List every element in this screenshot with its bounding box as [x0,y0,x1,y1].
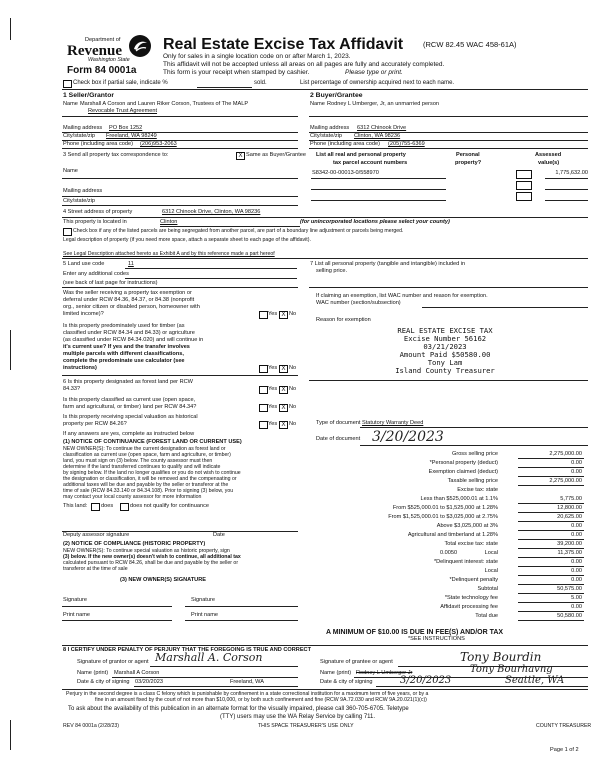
grantee-name-label: Name (print) [320,670,352,676]
deputy-sig-label: Deputy assessor signature [63,532,130,538]
q2-no-label: No [289,365,297,371]
notice1-line: additional taxes will be due and payable by the seller or transferor at the [63,482,229,488]
margin-mark [10,720,11,750]
state-label: Washington State [88,57,130,63]
notice1-title: (1) NOTICE OF CONTINUANCE (FOREST LAND OR CURRENT USE) [63,439,242,445]
partial-percent-line [197,87,252,88]
divider [518,539,584,540]
s6-q1-line: 6 Is this property designated as forest land per RCW [63,379,193,385]
grantor-signature[interactable]: Marshall A. Corson [155,651,263,664]
s6-q1-line: 84.33? [63,386,81,392]
buyer-phone-label: Phone (including area code) [310,141,380,147]
divider [422,307,588,308]
dept-label: Department of [85,37,121,43]
does-not-qualify-checkbox[interactable] [120,503,129,511]
calc-value[interactable]: 2,275,000.00 [549,478,582,484]
divider [62,148,298,149]
land-use-code[interactable]: 11 [128,261,134,267]
q1-line: limited income)? [63,311,104,317]
parcel-header-1: List all real and personal property [316,152,406,158]
s6-q1-no-label: No [289,386,297,392]
new-owner-sig-title: (3) NEW OWNER(S) SIGNATURE [120,577,206,583]
divider [112,677,298,678]
personal-property-checkbox-1[interactable] [516,170,532,179]
divider [62,645,588,646]
buyer-heading: 2 Buyer/Grantee [310,92,363,99]
calc-value[interactable]: 20,625.00 [557,514,582,520]
assessed-value[interactable]: 1,775,632.00 [555,170,588,176]
if-yes-label: If any answers are yes, complete as instructed below [63,431,195,437]
divider [545,200,588,201]
calc-label: Taxable selling price [447,478,498,484]
q1-line: Was the seller receiving a property tax exemption or [63,290,192,296]
q1-yes-checkbox[interactable] [259,311,268,319]
q1-line: deferral under RCW 84.36, 84.37, or 84.38 (nonprofit [63,297,195,303]
s6-q1-yes-label: Yes [268,386,278,392]
calc-label: *State technology fee [444,595,498,601]
parcel-header-2b: property? [455,160,482,166]
calc-value[interactable]: 50,575.00 [557,586,582,592]
calc-label: *Delinquent interest: state [433,559,498,565]
buyer-phone-value[interactable]: (205)755-6369 [388,141,425,147]
perjury-line-1: Perjury in the second degree is a class C felony which is punishable by confinement in a state correctional institution for a maximum term of five years, or by a [66,691,429,697]
segregated-label: Check box if any of the listed parcels are being segregated from another parcel, are part of a boundary line adjustment or parcels being merged. [73,228,404,234]
divider [360,445,588,446]
notice1-line: determine if the land transferred continues to qualify and will indicate [63,464,221,470]
divider [62,116,298,117]
doc-date-label: Date of document [316,436,361,442]
notice2-line: calculated pursuant to RCW 84.26, shall be due and payable by the seller or [63,560,239,566]
calc-label: Above $3,025,000 at 3% [436,523,498,529]
divider [518,530,584,531]
calc-label: Affidavit processing fee [440,604,498,610]
grantee-signature[interactable]: Tony Bourdin [460,650,542,664]
divider [134,686,298,687]
calc-label: From $1,525,000.01 to $3,025,000 at 2.75% [388,514,498,520]
seller-mail-value[interactable]: PO Box 1252 [109,125,143,131]
buyer-name-value[interactable]: Rodney L Umberger, Jr, an unmarried person [327,101,440,107]
divider [518,557,584,558]
buyer-mail-value[interactable]: 6312 Chinook Drive [357,125,407,131]
q2-no-checkbox[interactable]: X [279,365,288,373]
grantee-city-value[interactable]: Seattle, WA [505,675,565,686]
excise-stamp-line: REAL ESTATE EXCISE TAX [397,326,493,335]
form-number: Form 84 0001a [67,65,137,76]
calc-label: Local [484,568,498,574]
notice2-line: transferor at the time of sale [63,566,128,572]
q1-yes-label: Yes [268,311,278,317]
divider [518,485,584,486]
divider [518,584,584,585]
divider [309,116,588,117]
calc-value[interactable]: 0.00 [571,469,582,475]
does-not-label: does not qualify for continuance [130,503,209,509]
divider [518,548,584,549]
see-back-label: (see back of last page for instructions) [63,280,158,286]
grantor-city-value[interactable]: Freeland, WA [230,679,264,685]
calc-label: Agricultural and timberland at 1.28% [407,532,498,538]
divider [518,512,584,513]
unincorporated-note: (for unincorporated locations please select your county) [300,219,450,225]
seller-phone-label: Phone (including area code) [63,141,133,147]
q1-no-label: No [289,311,297,317]
divider [309,287,588,288]
does-qualify-checkbox[interactable] [91,503,100,511]
sec7-label: 7 List all personal property (tangible and intangible) included in [310,261,466,267]
excise-stamp-line: 03/21/2023 [423,342,467,351]
divider [518,602,584,603]
calc-label: Local [484,550,498,556]
calc-value[interactable]: 50,580.00 [557,613,582,619]
buyer-name-label: Name [310,101,325,107]
sec3-name-label: Name [63,168,78,174]
owner2-sig-label: Signature [191,597,215,603]
divider [376,686,588,687]
notice1-line: classification as current use (open space, farm and agriculture, or timber) [63,452,231,458]
calc-label: Excise tax: state [457,487,498,493]
legal-label: Legal description of property (if you need more space, attach a separate sheet to each page of the affidavit). [63,237,311,243]
parcel-number[interactable]: S8342-00-00013-0/558970 [312,170,379,176]
s6-q2-no-label: No [289,404,297,410]
divider [309,148,588,149]
s6-q3-yes-checkbox[interactable] [259,421,268,429]
notice2-line: (3) below. If the new owner(s) doesn't wish to continue, all additional tax [63,554,241,560]
divider [62,132,298,133]
divider [62,205,298,206]
s6-q2-yes-label: Yes [268,404,278,410]
divider [518,611,584,612]
sec3-mail-label: Mailing address [63,188,103,194]
excise-stamp-line: Excise Number 56162 [403,334,487,343]
sec3-label: 3 Send all property tax correspondence to: [63,152,169,158]
divider [62,689,588,690]
divider [518,458,584,459]
parcel-header-3b: value(s) [538,160,560,166]
s6-q3-line: property per RCW 84.26? [63,421,127,427]
q2-line: Is this property predominately used for timber (as [63,323,185,329]
perjury-line-2: fine in an amount fixed by the court of not more than $10,000, or by both such confinement and fine (RCW 9A.72.030 and RCW 9A.20.021(1)(c)) [95,697,427,703]
s6-q3-no-checkbox[interactable]: X [279,421,288,429]
see-instructions: *SEE INSTRUCTIONS [408,636,465,642]
personal-property-checkbox-3[interactable] [516,192,532,201]
calc-value[interactable]: 0.00 [571,532,582,538]
divider [125,278,297,279]
partial-sold-label: sold. [254,80,267,86]
divider [360,427,588,428]
divider [518,503,584,504]
grantor-name-value[interactable]: Marshall A Corson [114,670,160,676]
wac-number-label: WAC number (section/subsection) [316,300,401,306]
land-use-label: 5 Land use code [63,261,105,267]
grantor-name-label: Name (print) [77,670,109,676]
certify-statement: 8 I CERTIFY UNDER PENALTY OF PERJURY THAT THE FOREGOING IS TRUE AND CORRECT [63,647,312,653]
q2-line: it's current use? If yes and the transfer involves [63,344,190,350]
divider [311,189,446,190]
buyer-city-value[interactable]: Clinton, WA 98236 [354,133,401,139]
divider [160,226,300,227]
revision-label: REV 84 0001a (2/28/23) [63,723,119,729]
same-as-buyer-label: Same as Buyer/Grantee [246,152,307,158]
excise-stamp-line: Amount Paid $50580.00 [399,350,491,359]
s6-q1-yes-checkbox[interactable] [259,386,268,394]
divider [62,606,172,607]
divider [62,196,298,197]
accessibility-line-2: (TTY) users may use the WA Relay Service by calling 711. [220,714,376,720]
divider [125,268,297,269]
partial-ownership-label: List percentage of ownership acquired next to each name. [300,80,455,86]
seller-heading: 1 Seller/Grantor [63,92,114,99]
calc-value[interactable]: 0.00 [571,604,582,610]
seller-name-line2: Revocable Trust Agreement [88,108,158,114]
calc-value[interactable]: 0.00 [571,568,582,574]
sec7-label: selling price. [316,268,348,274]
notice1-line: time of sale (RCW 84.33.140 or 84.34.108). Prior to signing (3) below, you [63,488,234,494]
does-label: does [101,503,114,509]
divider [545,189,588,190]
divider [150,666,298,667]
divider [518,620,584,621]
calc-label: *Personal property (deduct) [429,460,498,466]
divider [185,620,298,621]
located-label: This property is located in [63,219,127,225]
excise-stamp-line: Island County Treasurer [395,366,495,375]
notice1-line: land, you must sign on (3) below. The county assessor must then [63,458,213,464]
divider [309,132,588,133]
local-rate: 0.0050 [440,550,458,556]
notice1-line: by signing below. If the land no longer qualifies or you do not wish to continue [63,470,241,476]
seller-city-value[interactable]: Freeland, WA 98249 [106,133,157,139]
this-land-label: This land: [63,503,88,509]
divider [62,375,298,376]
divider [62,140,298,141]
margin-mark [10,18,11,40]
calc-label: *Delinquent penalty [449,577,498,583]
divider [545,178,588,179]
divider [518,575,584,576]
divider [62,217,588,218]
q2-line: multiple parcels with different classifications, [63,351,184,357]
s6-q3-no-label: No [289,421,297,427]
segregated-checkbox[interactable] [63,228,72,236]
calc-label: Total excise tax: state [444,541,498,547]
calc-value[interactable]: 0.00 [571,523,582,529]
q2-line: classified under RCW 84.34 and 84.33) or agriculture [63,330,195,336]
property-address[interactable]: 6312 Chinook Drive, Clinton, WA 98236 [162,209,261,215]
seller-name-line1: Marshall A Corson and Lauren Riker Corson, Trustees of The MALP [80,101,249,107]
reason-label: Reason for exemption [316,317,371,323]
form-title: Real Estate Excise Tax Affidavit [163,36,404,53]
excise-stamp-line: Tony Lam [427,358,463,367]
q2-line: complete the predominate use calculator (see [63,358,185,364]
calc-value[interactable]: 2,275,000.00 [549,451,582,457]
calc-value[interactable]: 5,775.00 [560,496,582,502]
divider [311,200,446,201]
parcel-header-3: Assessed [535,152,562,158]
divider [309,140,588,141]
calc-label: Exemption claimed (deduct) [428,469,498,475]
s6-q2-line: Is this property classified as current use (open space, [63,397,196,403]
buyer-mail-label: Mailing address [310,125,350,131]
notice1-line: may contact your local county assessor for more information [63,494,202,500]
s6-q2-line: farm and agricultural, or timber) land per RCW 84.34? [63,404,197,410]
revenue-logo-text: Revenue [67,43,122,59]
owner1-print-label: Print name [63,612,91,618]
grantee-date-label: Date & city of signing [320,679,373,685]
notice2-line: NEW OWNER(S): To continue special valuation as historic property, sign [63,548,230,554]
parcel-header-2: Personal [456,152,480,158]
margin-mark [10,330,11,370]
legal-value[interactable]: See Legal Description attached hereto as Exhibit A and by this reference made a part hereof [63,251,275,257]
owner2-print-label: Print name [191,612,219,618]
additional-codes-label: Enter any additional codes [63,271,129,277]
divider [311,178,446,179]
s6-q2-yes-checkbox[interactable] [259,404,268,412]
divider [62,287,298,288]
same-as-buyer-checkbox[interactable]: X [236,152,245,160]
county-treasurer-label: COUNTY TREASURER [536,723,592,729]
treasurer-use-label: THIS SPACE TREASURER'S USE ONLY [258,723,354,729]
accessibility-line-1: To ask about the availability of this publication in an alternate format for the visually impaired, please call 360-705-6705. Teletype [68,706,409,712]
notice1-line: the designation or classification, it will be removed and the compensating or [63,476,237,482]
doc-type-label: Type of document [316,420,361,426]
notice2-title: (2) NOTICE OF COMPLIANCE (HISTORIC PROPERTY) [63,541,206,547]
s6-q3-line: Is this property receiving special valuation as historical [63,414,198,420]
divider [62,258,588,259]
divider [62,178,298,179]
calc-value[interactable]: 39,200.00 [557,541,582,547]
page-number: Page 1 of 2 [550,747,579,753]
q1-no-checkbox[interactable]: X [279,311,288,319]
personal-property-checkbox-2[interactable] [516,181,532,190]
grantor-date-label: Date & city of signing [77,679,130,685]
seller-mail-label: Mailing address [63,125,103,131]
partial-sale-checkbox[interactable] [63,80,72,88]
q2-line: (as classified under RCW 84.34.020) and will continue in [63,337,204,343]
grantee-sig-label: Signature of grantee or agent [320,659,393,665]
calc-value[interactable]: 5.00 [571,595,582,601]
divider [309,380,588,381]
notice1-line: NEW OWNER(S): To continue the current designation as forest land or [63,446,226,452]
parcel-header-1b: tax parcel account numbers [333,160,408,166]
grantee-date-value[interactable]: 3/20/2023 [400,675,452,686]
q1-line: org., senior citizen or disabled person, homeowner with [63,304,200,310]
doc-type-value[interactable]: Statutory Warranty Deed [362,420,424,426]
sec4-label: 4 Street address of property [63,209,133,215]
located-city[interactable]: Clinton [160,219,178,225]
seller-name-label: Name [63,101,78,107]
divider [518,521,584,522]
grantee-name-value[interactable]: Rodney L Umberger Jr [356,670,413,676]
header-line-2: This affidavit will not be accepted unless all areas on all pages are fully and accurately completed. [163,61,445,68]
calc-label: Less than $525,000.01 at 1.1% [420,496,498,502]
calc-value[interactable]: 12,800.00 [557,505,582,511]
header-line-3: This form is your receipt when stamped by cashier. [163,69,310,76]
divider [62,89,588,90]
calc-value[interactable]: 11,375.00 [557,550,582,556]
seller-phone-value[interactable]: (206)953-2063 [140,141,177,147]
calc-label: Gross selling price [451,451,498,457]
form-rcw: (RCW 82.45 WAC 458-61A) [423,40,517,49]
divider [518,476,584,477]
grantor-sig-label: Signature of grantor or agent [77,659,149,665]
partial-sale-label: Check box if partial sale, indicate % [73,80,168,86]
claim-exemption-label: If claiming an exemption, list WAC number and reason for exemption. [316,293,488,299]
doc-date-value[interactable]: 3/20/2023 [372,429,444,445]
divider [518,467,584,468]
revenue-logo-icon [128,34,152,58]
calc-value[interactable]: 0.00 [571,460,582,466]
calc-value[interactable]: 0.00 [571,559,582,565]
deputy-date-label: Date [213,532,225,538]
divider [518,593,584,594]
q2-yes-label: Yes [268,365,278,371]
owner1-sig-label: Signature [63,597,87,603]
grantee-name-handwritten[interactable]: Tony Bourhavng [470,664,553,675]
divider [185,606,298,607]
calc-label: Subtotal [477,586,498,592]
s6-q1-no-checkbox[interactable]: X [279,386,288,394]
calc-label: From $525,000.01 to $1,525,000 at 1.28% [392,505,498,511]
divider [518,566,584,567]
divider [62,620,172,621]
q2-line: instructions) [63,365,97,371]
sec3-city-label: City/state/zip [63,198,96,204]
calc-value[interactable]: 0.00 [571,577,582,583]
minimum-fee-notice: A MINIMUM OF $10.00 IS DUE IN FEE(S) AND/OR TAX [326,629,504,636]
header-line-3b: Please type or print. [345,69,403,76]
q2-yes-checkbox[interactable] [259,365,268,373]
s6-q3-yes-label: Yes [268,421,278,427]
seller-city-label: City/state/zip [63,133,96,139]
calc-label: Total due [475,613,498,619]
header-line-1: Only for sales in a single location code on or after March 1, 2023. [163,53,351,60]
buyer-city-label: City/state/zip [310,133,343,139]
s6-q2-no-checkbox[interactable]: X [279,404,288,412]
grantor-date-value[interactable]: 03/20/2023 [135,679,163,685]
